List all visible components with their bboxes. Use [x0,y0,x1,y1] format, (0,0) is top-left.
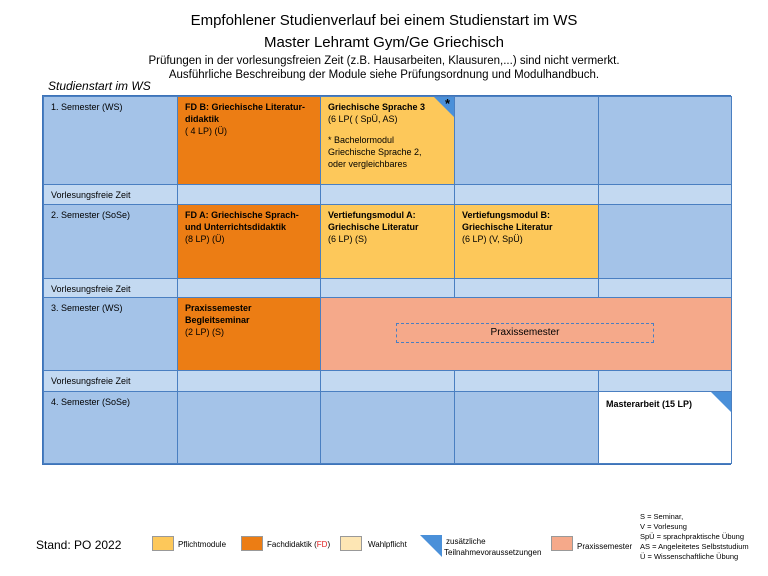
abbreviation-item: Ü = Wissenschaftliche Übung [640,552,739,561]
empty-cell [454,391,599,464]
module-title: Griechische Literatur [328,222,419,232]
module-title: Praxissemester [185,303,252,313]
row-label-sem3 [43,297,178,371]
abbreviation-item: S = Seminar, [640,512,684,521]
empty-cell [177,391,321,464]
legend-fach-prefix: Fachdidaktik ( [267,540,317,549]
legend-zusatz-line1: zusätzliche [446,537,486,546]
empty-cell [320,184,455,205]
empty-cell [598,96,732,185]
empty-cell [454,370,599,392]
empty-cell [320,391,455,464]
abbreviation-item: AS = Angeleitetes Selbststudium [640,542,749,551]
legend-fach-fd: FD [316,540,328,549]
module-detail: (8 LP) (Ü) [185,234,225,244]
module-vertiefung-a [320,204,455,279]
page-title: Empfohlener Studienverlauf bei einem Studienstart im WS [190,12,578,29]
star-marker: * [444,96,450,111]
abbreviation-item: SpÜ = sprachpraktische Übung [640,532,745,541]
module-title: Vertiefungsmodul A: [328,210,416,220]
empty-cell [598,184,732,205]
module-detail: (2 LP) (S) [185,327,225,337]
row-label-text: 3. Semester (WS) [51,303,123,313]
empty-cell [320,278,455,298]
row-label-text: 1. Semester (WS) [51,102,123,112]
row-label-text: 2. Semester (SoSe) [51,210,131,220]
empty-cell [177,370,321,392]
legend-swatch-praxissemester [551,536,573,551]
row-label-vf2 [43,278,178,298]
praxissemester-label: Praxissemester [396,323,654,343]
version-stand: Stand: PO 2022 [36,538,122,552]
module-detail: ( 4 LP) (Ü) [185,126,228,136]
legend-swatch-pflicht [152,536,174,551]
empty-cell [598,278,732,298]
note-line-1: Prüfungen in der vorlesungsfreien Zeit (z.B. Hausarbeiten, Klausuren,...) sind nicht vermerkt. [148,55,620,67]
row-label-sem4 [43,391,178,464]
module-title: Griechische Sprache 3 [328,102,426,112]
page-subtitle: Master Lehramt Gym/Ge Griechisch [263,34,505,51]
empty-cell [598,204,732,279]
empty-cell [177,278,321,298]
module-note: oder vergleichbares [328,159,408,169]
module-griechische-sprache-3 [320,96,455,185]
empty-cell [598,370,732,392]
row-label-text: Vorlesungsfreie Zeit [51,284,131,294]
empty-cell [320,370,455,392]
row-label-text: Vorlesungsfreie Zeit [51,376,131,386]
prerequisite-triangle-icon [420,535,442,557]
module-title: FD B: Griechische Literatur- [185,102,306,112]
module-detail: (6 LP) (V, SpÜ) [462,234,523,244]
module-praxissemester-begleitseminar [177,297,321,371]
module-note: * Bachelormodul [328,135,395,145]
module-detail: (6 LP) (S) [328,234,368,244]
legend-fach-suffix: ) [327,540,331,549]
legend-praxissemester: Praxissemester [577,542,633,551]
row-label-sem1 [43,96,178,185]
row-label-vf1 [43,184,178,205]
empty-cell [454,96,599,185]
module-title: FD A: Griechische Sprach- [185,210,299,220]
module-title: Begleitseminar [185,315,250,325]
module-detail: (6 LP( ( SpÜ, AS) [328,114,398,124]
start-label: Studienstart im WS [48,79,151,93]
row-label-text: Vorlesungsfreie Zeit [51,190,131,200]
prerequisite-corner-icon [711,392,731,412]
legend-pflicht: Pflichtmodule [178,540,227,549]
praxissemester-block [320,297,732,371]
legend-zusatz [444,537,541,558]
abbreviation-list [640,512,749,562]
module-title: und Unterrichtsdidaktik [185,222,287,232]
module-vertiefung-b [454,204,599,279]
legend-fachdidaktik [267,540,330,549]
legend-zusatz-line2: Teilnahmevoraussetzungen [444,548,542,557]
module-masterarbeit [598,391,732,464]
row-label-sem2 [43,204,178,279]
module-title: didaktik [185,114,220,124]
legend-swatch-fachdidaktik [241,536,263,551]
empty-cell [454,184,599,205]
note-line-2: Ausführliche Beschreibung der Module siehe Prüfungsordnung und Modulhandbuch. [168,69,600,81]
module-title: Griechische Literatur [462,222,553,232]
empty-cell [454,278,599,298]
legend-swatch-wahlpflicht [340,536,362,551]
module-title: Vertiefungsmodul B: [462,210,551,220]
module-fd-b [177,96,321,185]
study-plan-grid [42,95,731,465]
empty-cell [177,184,321,205]
module-note: Griechische Sprache 2, [328,147,422,157]
module-title: Masterarbeit (15 LP) [606,399,693,409]
abbreviation-item: V = Vorlesung [640,522,687,531]
legend-wahlpflicht: Wahlpflicht [368,540,407,549]
module-fd-a [177,204,321,279]
row-label-text: 4. Semester (SoSe) [51,397,131,407]
row-label-vf3 [43,370,178,392]
